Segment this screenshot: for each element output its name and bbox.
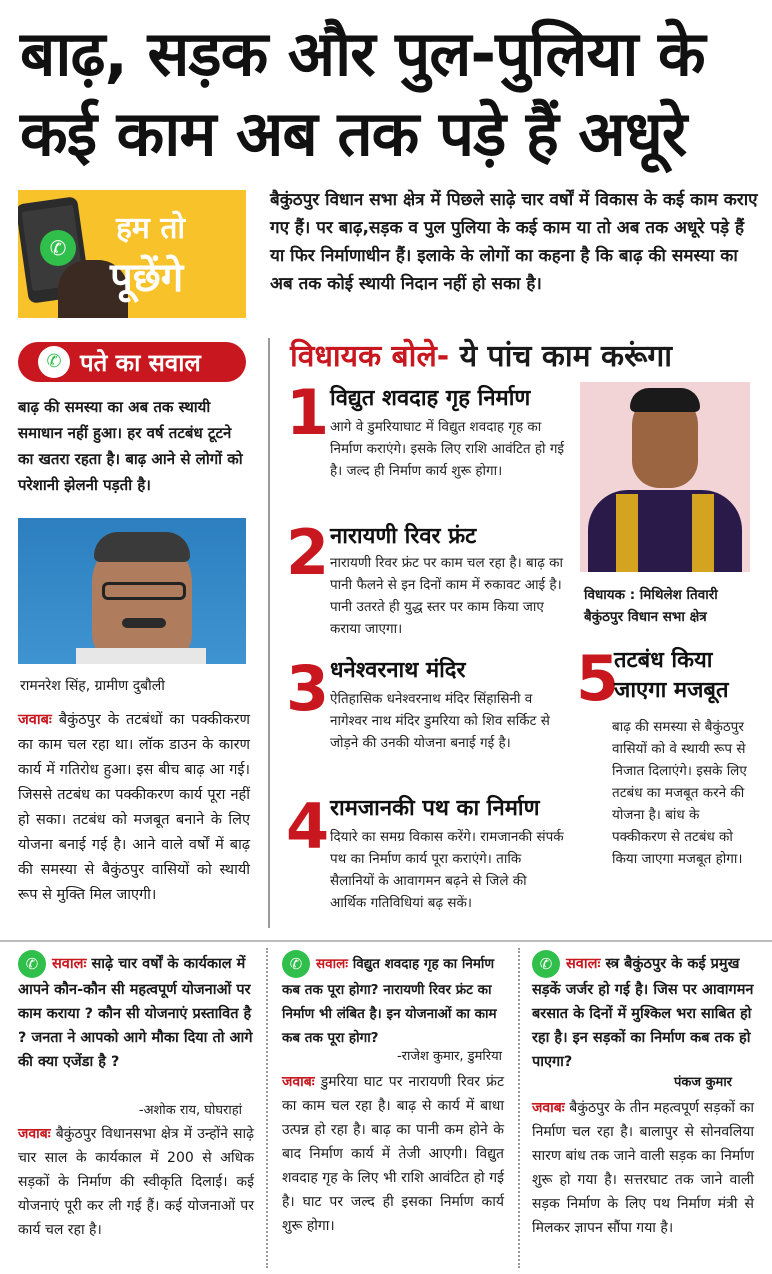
item-number: 2 — [286, 516, 330, 589]
item-title-line2: जाएगा मजबूत — [614, 678, 729, 703]
mla-caption — [584, 584, 718, 628]
photo-caption: रामनरेश सिंह, ग्रामीण दुबौली — [20, 678, 165, 694]
question-label: सवालः — [566, 956, 601, 972]
answer-label: जवाबः — [532, 1100, 565, 1116]
question-label: सवालः — [316, 956, 349, 972]
item-title — [614, 646, 729, 706]
pate-title: पते का सवाल — [80, 349, 201, 377]
mla-photo — [580, 382, 750, 572]
answer-text: बैकुंठपुर के तटबंधों का पक्कीकरण का काम चल रहा था। लॉक डाउन के कारण कार्य में गतिरोध हुआ। इस बीच बाढ़ आ गई। जिससे तटबंध का पक्कीकरण कार्य पूरा नहीं हो सका। तटबंध को मजबूत बनाने के लिए योजना बनाई गई है। आने वाले वर्षों में बाढ़ की समस्या से बैकुंठपुर वासियों को स्थायी रूप से मुक्ति मिल जाएगी। — [18, 712, 250, 903]
column-separator — [518, 948, 520, 1268]
headline-line2: कई काम अब तक पड़े हैं अधूरे — [20, 97, 687, 170]
answer-label: जवाबः — [18, 1126, 51, 1142]
qa-question — [282, 950, 506, 1050]
whatsapp-icon: ✆ — [282, 950, 310, 978]
item-title: नारायणी रिवर फ्रंट — [330, 524, 477, 549]
mla-caption-line2: बैकुंठपुर विधान सभा क्षेत्र — [584, 609, 707, 625]
item-text: आगे वे डुमरियाघाट में विद्युत शवदाह गृह का निर्माण कराएंगे। इसके लिए राशि आवंटित हो गई है। जल्द ही निर्माण कार्य शुरू होगा। — [330, 419, 565, 479]
answer-text: बैकुंठपुर के तीन महत्वपूर्ण सड़कों का निर्माण चल रहा है। बालापुर से सोनवलिया सारण बांध तक जाने वाली सड़क का निर्माण शुरू हो गया है। सत्तरघाट तक जाने वाली सड़क निर्माण के लिए पथ निर्माण मंत्री से मिलकर ज्ञापन सौंपा गया है। — [532, 1100, 754, 1236]
item-text: दियारे का समग्र विकास करेंगे। रामजानकी संपर्क पथ का निर्माण कार्य पूरा कराएंगे। ताकि सैलानियों के आवागमन बढ़ने से जिले की आर्थिक गतिविधियां बढ़ सकें। — [330, 829, 564, 911]
question-text: विद्युत शवदाह गृह का निर्माण कब तक पूरा होगा? नारायणी रिवर फ्रंट का निर्माण भी लंबित है। इन योजनाओं का काम कब तक पूरा होगा? — [282, 956, 497, 1046]
promo-line2: पूछेंगे — [110, 255, 184, 301]
qa-answer — [18, 1122, 254, 1242]
answer-label: जवाबः — [282, 1074, 315, 1090]
answer-label: जवाबः — [18, 712, 52, 728]
intro-paragraph: बैकुंठपुर विधान सभा क्षेत्र में पिछले साढ़े चार वर्षों में विकास के कई काम कराए गए हैं। पर बाढ़,सड़क व पुल पुलिया के कई काम या तो अब तक अधूरे पड़े हैं या फिर निर्माणाधीन हैं। इलाके के लोगों का कहना है कि बाढ़ की समस्या का अब तक कोई स्थायी निदान नहीं हो सका है। — [270, 190, 758, 294]
qa-author: -अशोक राय, घोघराहां — [138, 1103, 242, 1118]
item-number: 4 — [286, 790, 330, 863]
qa-question — [18, 950, 254, 1074]
qa-question — [532, 950, 754, 1074]
question-label: सवालः — [52, 956, 87, 972]
column-separator — [266, 948, 268, 1268]
item-text: बाढ़ की समस्या से बैकुंठपुर वासियों को वे स्थायी रूप से निजात दिलाएंगे। इसके लिए तटबंध का मजबूत करने की योजना है। बांध के पक्कीकरण से तटबंध को किया जाएगा मजबूत होगा। — [612, 719, 747, 867]
qa-answer — [282, 1070, 504, 1238]
promo-line1: हम तो — [116, 211, 186, 246]
whatsapp-icon: ✆ — [18, 950, 46, 978]
whatsapp-icon: ✆ — [532, 950, 560, 978]
qa-answer — [532, 1096, 754, 1240]
answer-text: बैकुंठपुर विधानसभा क्षेत्र में उन्होंने साढ़े चार साल के कार्यकाल में 200 से अधिक सड़कों के निर्माण की स्वीकृति दिलाई। कई योजनाएं पूरी कर ली गई हैं। कई योजनाओं पर कार्य चल रहा है। — [18, 1126, 254, 1238]
item-number: 1 — [286, 376, 330, 449]
mla-caption-line1: विधायक : मिथिलेश तिवारी — [584, 587, 718, 603]
vidhayak-title-red: विधायक बोले- — [290, 339, 450, 374]
item-title-line1: तटबंध किया — [614, 648, 713, 673]
question-text: स्त्र बैकुंठपुर के कई प्रमुख सड़कें जर्जर हो गई है। जिस पर आवागमन बरसात के दिनों में मुश्किल भरा साबित हो रहा है। इन सड़कों का निर्माण कब तक हो पाएगा? — [532, 956, 754, 1070]
item-text: नारायणी रिवर फ्रंट पर काम चल रहा है। बाढ़ का पानी फैलने से इन दिनों काम में रुकावट आई है। पानी उतरते ही युद्ध स्तर पर काम किया जाए कराया जाएगा। — [330, 555, 563, 637]
item-title: रामजानकी पथ का निर्माण — [330, 796, 540, 821]
headline-line1: बाढ़, सड़क और पुल-पुलिया के — [20, 17, 705, 90]
qa-author: -राजेश कुमार, डुमरिया — [396, 1049, 502, 1064]
pate-question: बाढ़ की समस्या का अब तक स्थायी समाधान नहीं हुआ। हर वर्ष तटबंध टूटने का खतरा रहता है। बाढ़ आने से लोगों को परेशानी झेलनी पड़ती है। — [18, 398, 243, 494]
headline — [20, 14, 760, 174]
answer-text: डुमरिया घाट पर नारायणी रिवर फ्रंट का काम चल रहा है। बाढ़ से कार्य में बाधा उत्पन्न हो रहा है। बाढ़ का पानी कम होने के बाद निर्माण कार्य में तेजी आएगी। विद्युत शवदाह गृह के लिए भी राशि आवंटित हो गई है। घाट पर जल्द ही इसका निर्माण कार्य शुरू होगा। — [282, 1074, 504, 1234]
item-number: 3 — [286, 652, 330, 725]
ramnaresh-photo — [18, 518, 246, 664]
section-divider — [0, 940, 772, 942]
item-title: विद्युत शवदाह गृह निर्माण — [330, 386, 531, 411]
pate-header — [18, 342, 246, 382]
promo-banner — [18, 190, 246, 318]
question-text: साढ़े चार वर्षों के कार्यकाल में आपने कौन-कौन सी महत्वपूर्ण योजनाओं पर काम कराया ? कौन सी योजनाएं प्रस्तावित है ? जनता ने आपको आगे मौका दिया तो आगे की क्या एजेंडा है ? — [18, 956, 253, 1070]
qa-author: पंकज कुमार — [674, 1075, 732, 1090]
item-title: धनेश्वरनाथ मंदिर — [330, 658, 466, 683]
column-divider — [268, 338, 270, 928]
whatsapp-icon: ✆ — [38, 346, 70, 378]
whatsapp-icon: ✆ — [40, 230, 76, 266]
vidhayak-title — [290, 334, 672, 375]
item-number: 5 — [576, 642, 620, 715]
pate-answer — [18, 708, 250, 908]
vidhayak-title-black: ये पांच काम करूंगा — [449, 339, 673, 374]
item-text: ऐतिहासिक धनेश्वरनाथ मंदिर सिंहासिनी व नागेश्वर नाथ मंदिर डुमरिया को शिव सर्किट से जोड़ने की उनकी योजना बनाई गई है। — [330, 691, 550, 751]
